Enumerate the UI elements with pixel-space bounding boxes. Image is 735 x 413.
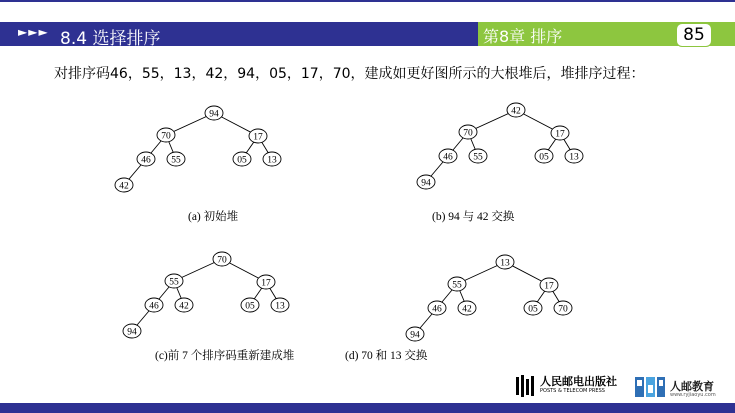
intro-text: 对排序码46，55，13，42，94，05，17，70，建成如更好图所示的大根堆后，堆排序过程： <box>54 66 645 82</box>
tree-node-label: 94 <box>421 178 431 189</box>
tree-node <box>241 298 259 312</box>
tree-node-label: 46 <box>432 304 442 315</box>
tree-node <box>233 152 251 166</box>
tree-node <box>469 149 487 163</box>
tree-node-label: 55 <box>452 280 462 291</box>
tree-node-label: 70 <box>463 128 473 139</box>
tree-node <box>205 106 223 120</box>
brand-url: www.ryjiaoyu.com <box>670 392 716 398</box>
caption-c: (c)前 7 个排序码重新建成堆 <box>155 350 295 362</box>
tree-node-label: 94 <box>209 109 219 120</box>
caption-d: (d) 70 和 13 交换 <box>345 350 428 362</box>
tree-node <box>507 103 525 117</box>
publisher-name-cn: 人民邮电出版社 <box>540 375 617 388</box>
tree-node <box>271 298 289 312</box>
footer-bar <box>0 403 735 413</box>
tree-node <box>167 152 185 166</box>
tree-node-label: 17 <box>544 281 554 292</box>
tree-node-label: 05 <box>539 152 549 163</box>
tree-node <box>496 255 514 269</box>
tree-node-label: 42 <box>511 106 521 117</box>
tree-node-label: 70 <box>558 304 568 315</box>
tree-node-label: 17 <box>261 278 271 289</box>
tree-node <box>448 277 466 291</box>
tree-node-label: 13 <box>275 301 285 312</box>
tree-node <box>458 301 476 315</box>
tree-node <box>137 152 155 166</box>
tree-node <box>123 324 141 338</box>
tree-node <box>406 327 424 341</box>
tree-node-label: 42 <box>179 301 189 312</box>
tree-node-label: 70 <box>217 255 227 266</box>
tree-node-label: 05 <box>237 155 247 166</box>
tree-node-label: 94 <box>127 327 137 338</box>
tree-node <box>213 252 231 266</box>
tree-node <box>524 301 542 315</box>
tree-node-label: 05 <box>245 301 255 312</box>
publisher-logo-icon <box>514 373 538 399</box>
tree-node <box>551 126 569 140</box>
tree-node-label: 46 <box>141 155 151 166</box>
brand-name: 人邮教育 <box>670 380 714 393</box>
tree-node-label: 94 <box>410 330 420 341</box>
tree-node-label: 70 <box>161 131 171 142</box>
tree-node <box>257 275 275 289</box>
triple-arrow-icon: ►►► <box>18 25 49 39</box>
publisher-name-en: POSTS & TELECOM PRESS <box>540 388 605 394</box>
tree-node-label: 55 <box>169 277 179 288</box>
tree-node <box>540 278 558 292</box>
tree-node <box>535 149 553 163</box>
tree-node-label: 46 <box>149 301 159 312</box>
tree-node <box>115 178 133 192</box>
tree-node-label: 42 <box>462 304 472 315</box>
tree-node <box>263 152 281 166</box>
tree-node-label: 17 <box>253 132 263 143</box>
tree-node <box>249 129 267 143</box>
ry-logo-icon <box>634 375 666 399</box>
tree-node-label: 13 <box>569 152 579 163</box>
tree-node <box>145 298 163 312</box>
caption-a: (a) 初始堆 <box>188 211 239 223</box>
tree-node-label: 17 <box>555 129 565 140</box>
tree-node-label: 13 <box>500 258 510 269</box>
section-title: 8.4 选择排序 <box>60 29 161 49</box>
tree-node-label: 05 <box>528 304 538 315</box>
tree-node <box>165 274 183 288</box>
tree-node-label: 55 <box>171 155 181 166</box>
tree-node <box>428 301 446 315</box>
tree-node <box>459 125 477 139</box>
tree-node <box>439 149 457 163</box>
caption-b: (b) 94 与 42 交换 <box>432 211 515 223</box>
tree-node <box>554 301 572 315</box>
tree-node-label: 46 <box>443 152 453 163</box>
tree-node <box>157 128 175 142</box>
tree-node <box>565 149 583 163</box>
tree-node-label: 13 <box>267 155 277 166</box>
chapter-title: 第8章 排序 <box>483 27 563 46</box>
tree-node <box>417 175 435 189</box>
tree-node <box>175 298 193 312</box>
page-number: 85 <box>676 23 712 47</box>
tree-node-label: 42 <box>119 181 129 192</box>
tree-node-label: 55 <box>473 152 483 163</box>
